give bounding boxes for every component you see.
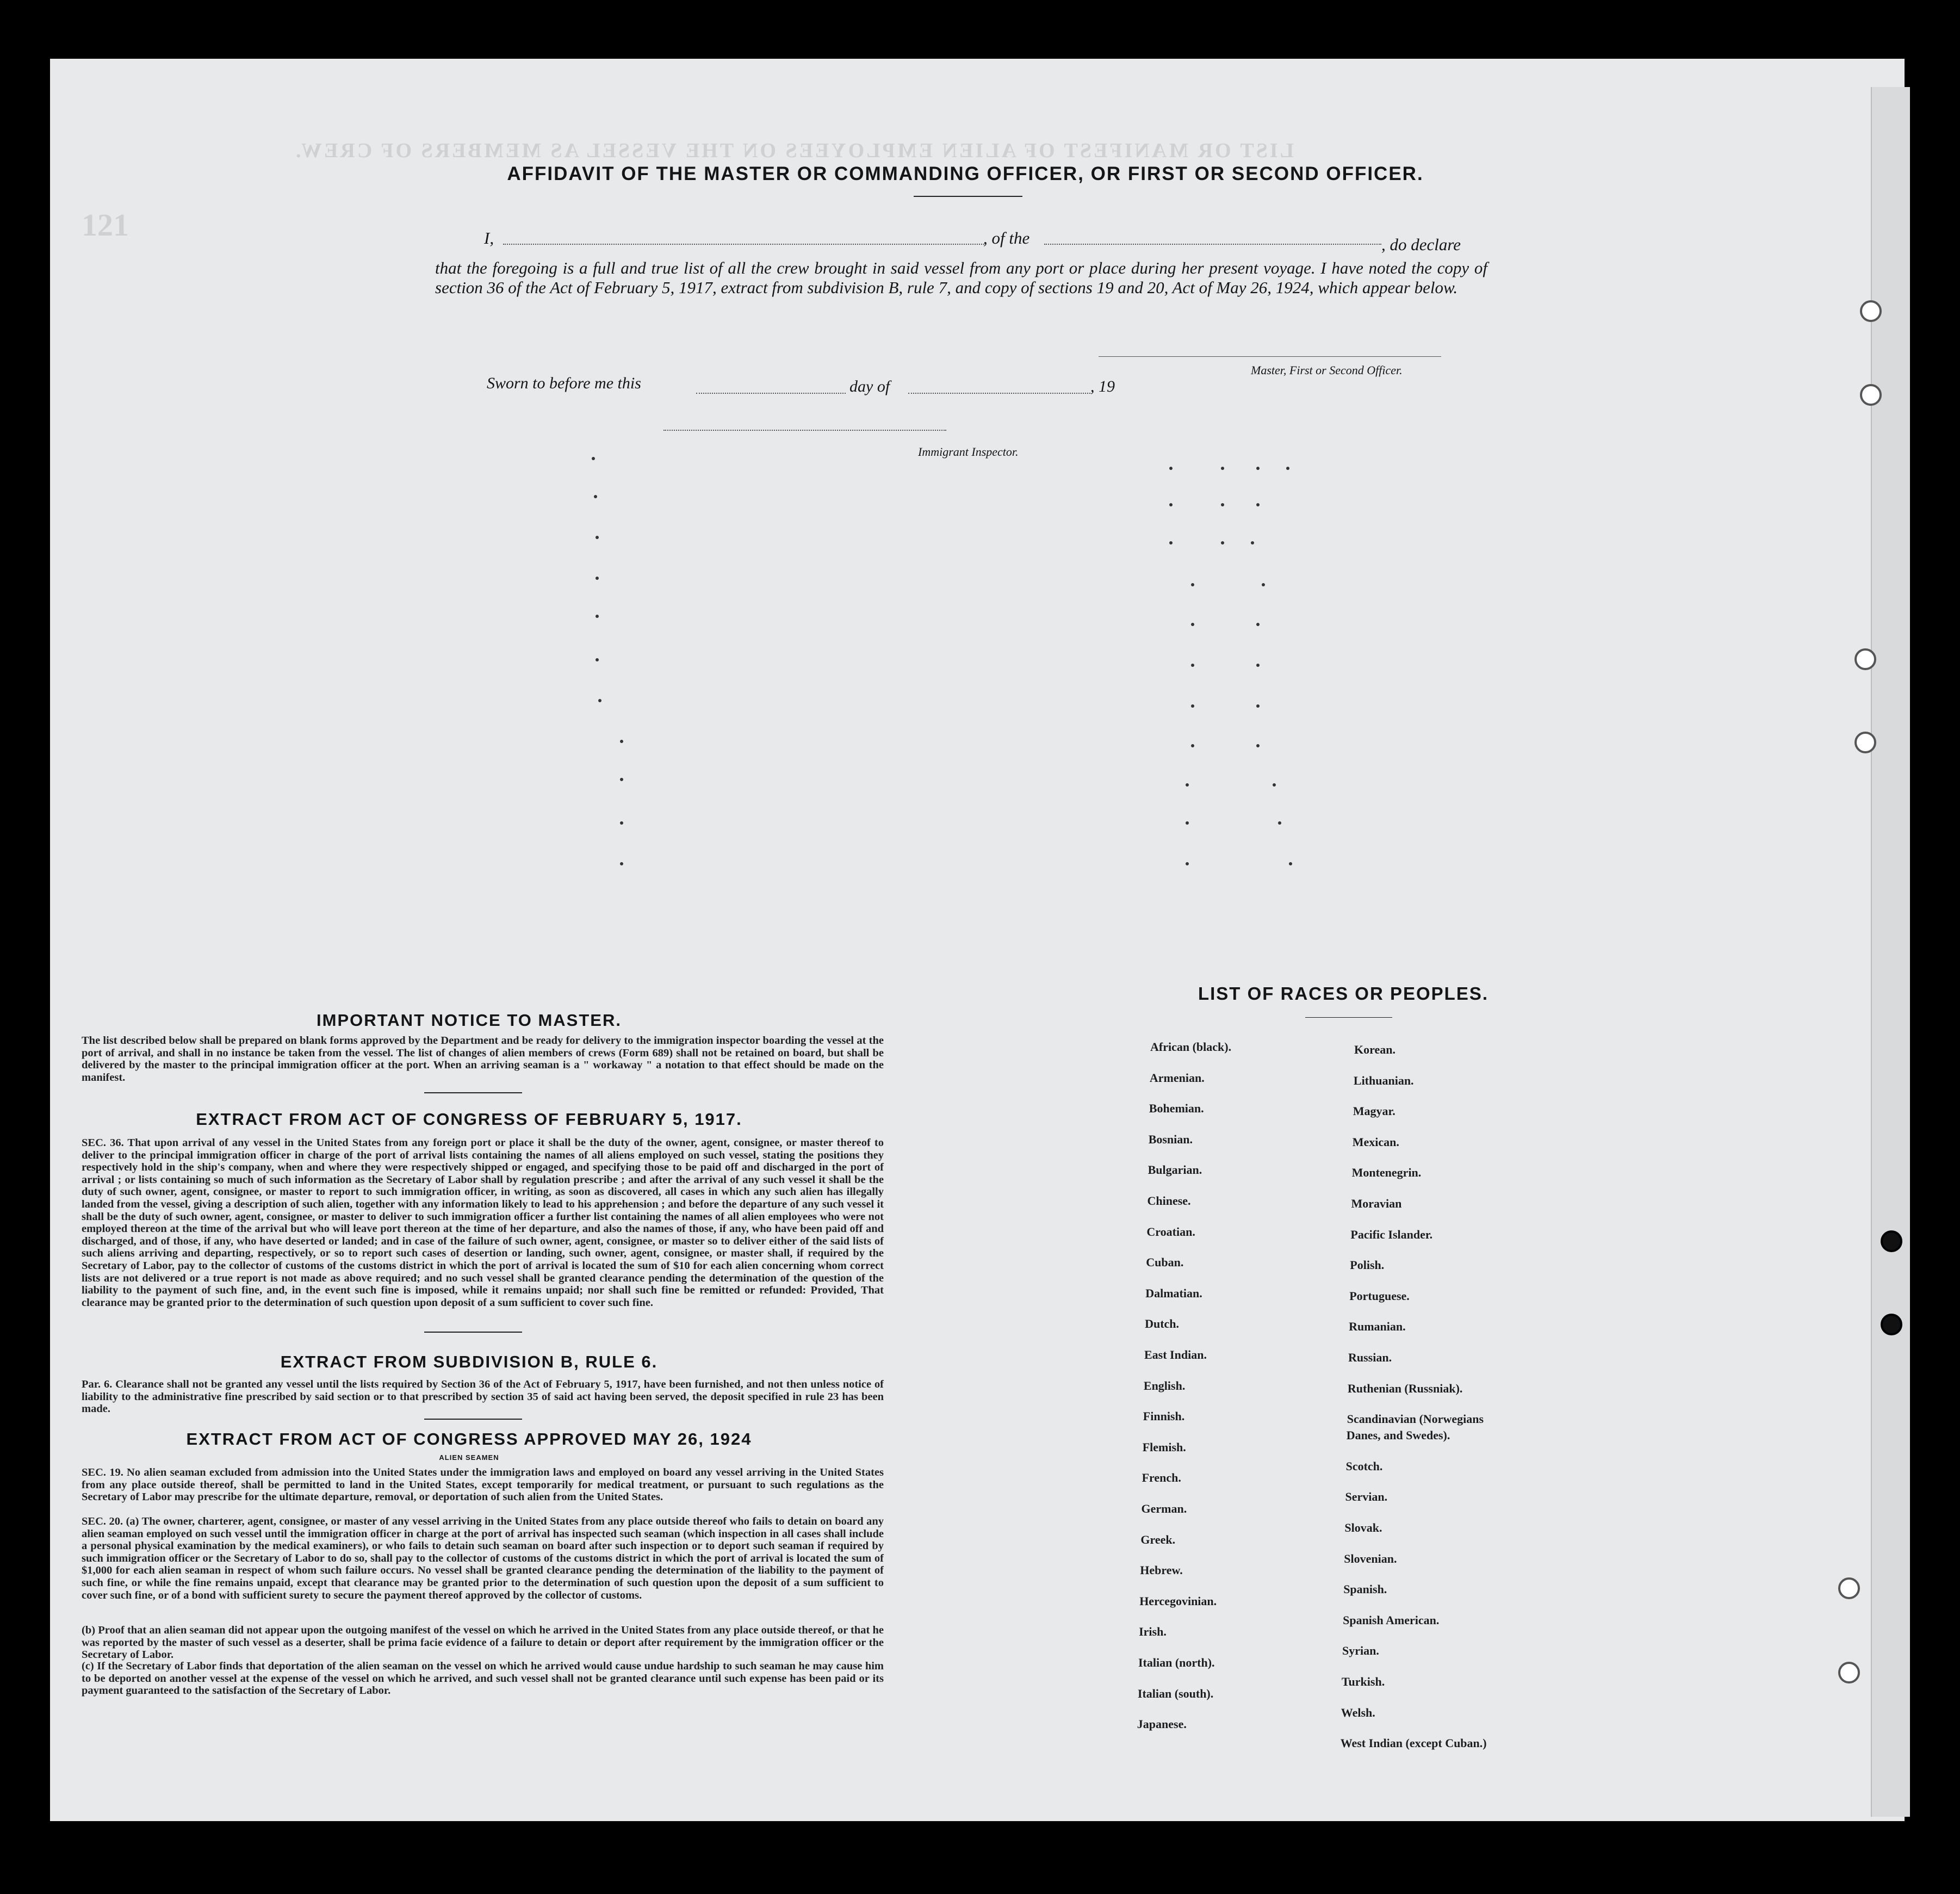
affidavit-of-the-label: , of the [983, 228, 1030, 247]
race-item: Dalmatian. [1145, 1286, 1202, 1300]
dot-mark [1169, 467, 1173, 470]
dot-mark [1286, 467, 1289, 470]
dot-mark [596, 615, 599, 618]
dot-mark [1256, 704, 1260, 708]
master-signature-line [1099, 356, 1441, 357]
race-item: Italian (south). [1137, 1686, 1214, 1700]
dot-mark [1186, 821, 1189, 825]
subdivision-b-body: Par. 6. Clearance shall not be granted any vessel until the lists required by Section 36 of the Act of February 5, 1917, have been furnished, and not then unless notice of liability to the administrative fine prescribed by said section or to that prescribed by section 35 of said act having been served, the deposit specified in rule 23 has been made. [82, 1378, 884, 1415]
race-item: Syrian. [1342, 1644, 1379, 1658]
dot-mark [1256, 664, 1260, 667]
day-blank [696, 393, 846, 394]
dot-mark [620, 778, 623, 781]
affidavit-i-label: I, [484, 228, 494, 247]
year-label: , 19 [1090, 377, 1115, 395]
race-item: Rumanian. [1349, 1320, 1406, 1334]
race-item: Ruthenian (Russniak). [1347, 1381, 1463, 1395]
race-item: Russian. [1348, 1351, 1392, 1364]
name-blank [503, 244, 984, 245]
dot-mark [1262, 583, 1265, 586]
punch-hole [1854, 648, 1876, 670]
dot-mark [592, 457, 595, 460]
race-item: Pacific Islander. [1350, 1227, 1433, 1241]
race-item: Scandinavian (Norwegians [1347, 1412, 1484, 1426]
affidavit-declare-label: , do declare [1381, 235, 1461, 254]
dot-mark [1191, 583, 1194, 586]
dot-mark [594, 495, 597, 498]
dot-mark [1256, 467, 1260, 470]
notice-title: IMPORTANT NOTICE TO MASTER. [317, 1011, 622, 1030]
race-item: Servian. [1345, 1490, 1388, 1504]
race-item: Slovak. [1344, 1521, 1382, 1534]
dot-mark [620, 862, 623, 865]
race-item: Welsh. [1341, 1705, 1375, 1719]
race-item: Italian (north). [1138, 1656, 1215, 1669]
dot-mark [596, 577, 599, 580]
race-item: Scotch. [1345, 1459, 1383, 1473]
vessel-blank [1044, 244, 1381, 245]
dot-mark [1256, 623, 1260, 626]
dot-mark [1186, 783, 1189, 787]
punch-hole [1854, 732, 1876, 753]
dot-mark [620, 821, 623, 825]
races-title: LIST OF RACES OR PEOPLES. [1198, 983, 1489, 1004]
race-item: Korean. [1354, 1043, 1395, 1056]
dot-mark [620, 740, 623, 743]
race-item: Greek. [1140, 1532, 1176, 1546]
inspector-label: Immigrant Inspector. [918, 445, 1019, 459]
race-item: Polish. [1350, 1258, 1385, 1272]
race-item: Montenegrin. [1351, 1166, 1422, 1180]
dot-mark [1191, 744, 1194, 747]
subdivision-b-title: EXTRACT FROM SUBDIVISION B, RULE 6. [280, 1352, 658, 1371]
dot-mark [1278, 821, 1281, 825]
race-item: English. [1143, 1378, 1186, 1392]
dot-mark [1256, 744, 1260, 747]
title-divider [914, 196, 1022, 197]
race-item: Bohemian. [1149, 1101, 1204, 1116]
punch-hole [1860, 300, 1882, 322]
race-item: Dutch. [1145, 1317, 1180, 1331]
race-item: African (black). [1150, 1040, 1232, 1054]
race-item: Danes, and Swedes). [1346, 1428, 1450, 1443]
race-item: Magyar. [1353, 1104, 1395, 1118]
dot-mark [1169, 541, 1173, 544]
punch-hole [1838, 1662, 1860, 1683]
extract-1917-body: SEC. 36. That upon arrival of any vessel in the United States from any foreign port or place it shall be the duty of the owner, agent, consignee, or master thereof to deliver to the principal immigration officer in charge of the port of arrival lists containing the names of all aliens employed on such vessel, stating the positions they respectively hold in the ship's company, when and where they were respectively shipped or engaged, and specifying those to be paid off and discharged in the port of arrival ; or lists containing so much of such information as the Secretary of Labor shall by regulation prescribe ; and after the arrival of any such vessel it shall be the duty of such owner, agent, consignee, or master to report to such immigration officer, in writing, as soon as discovered, all cases in which any such alien has illegally landed from the vessel, giving a description of such alien, together with any information likely to lead to his apprehension ; and before the departure of any such vessel it shall be the duty of such owner, agent, consignee, or master to deliver to such immigration officer a further list containing the names of all alien employees who were not employed thereon at the time of the arrival but who will leave port thereon at the time of her departure, and also the names of those, if any, who have been paid off and discharged, and of those, if any, who have deserted or landed; and in case of the failure of such owner, agent, consignee, or master so to deliver either of the said lists of such aliens arriving and departing, respectively, or so to report such cases of desertion or landing, such owner, agent, consignee, or master shall, if required by the Secretary of Labor, pay to the collector of customs of the customs district in which the port of arrival is located the sum of $10 for each alien concerning whom correct lists are not delivered or a true report is not made as above required; and no such vessel shall be granted clearance pending the determination of the question of the liability to the payment of such fine, and, in the event such fine is imposed, while it remains unpaid; nor shall such fine be remitted or refunded: Provided, That clearance may be granted prior to the determination of such question upon deposit of a sum sufficient to cover such fine. [82, 1137, 884, 1309]
inspector-signature-line [663, 430, 946, 431]
race-item: Hebrew. [1140, 1563, 1183, 1577]
dot-mark [1186, 862, 1189, 865]
dot-mark [1273, 783, 1276, 787]
extract-1924-sec20a: SEC. 20. (a) The owner, charterer, agent, consignee, or master of any vessel arriving in the United States from any place outside thereof who fails to detain on board any alien seaman employed on such vessel until the immigration officer in charge at the port of arrival has inspected such seaman (which inspection in all cases shall include a personal physical examination by the medical examiners), or who fails to detain such seaman on board after such inspection or to deport such seaman if required by such immigration officer or the Secretary of Labor to do so, shall pay to the collector of customs of the customs district in which the port of arrival is located the sum of $1,000 for each alien seaman in respect of whom such failure occurs. No vessel shall be granted clearance pending the determination of the liability to the payment of such fine, or while the fine remains unpaid, except that clearance may be granted prior to the determination of such question upon the deposit of a sum sufficient to cover such fine, or of a bond with sufficient surety to secure the payment thereof approved by the collector of customs. [82, 1515, 884, 1601]
page-edge [1871, 87, 1910, 1817]
notice-divider [424, 1092, 522, 1093]
race-item: Mexican. [1352, 1135, 1399, 1149]
sworn-label: Sworn to before me this [487, 374, 641, 392]
race-item: Bosnian. [1148, 1132, 1193, 1146]
race-item: Moravian [1351, 1197, 1402, 1210]
race-item: Croatian. [1146, 1224, 1195, 1239]
extract-1917-divider [424, 1332, 522, 1333]
affidavit-title: AFFIDAVIT OF THE MASTER OR COMMANDING OFFICER, OR FIRST OR SECOND OFFICER. [507, 163, 1424, 184]
race-item: Irish. [1139, 1625, 1167, 1639]
race-item: Hercegovinian. [1139, 1594, 1217, 1608]
race-item: Armenian. [1149, 1070, 1205, 1085]
race-item: West Indian (except Cuban.) [1340, 1736, 1487, 1750]
race-item: Japanese. [1137, 1717, 1187, 1731]
races-divider [1305, 1017, 1392, 1018]
race-item: Spanish American. [1343, 1613, 1440, 1627]
extract-1917-title: EXTRACT FROM ACT OF CONGRESS OF FEBRUARY 5, 1917. [196, 1110, 742, 1129]
dot-mark [1169, 503, 1173, 506]
punch-hole [1881, 1314, 1902, 1335]
month-blank [908, 393, 1090, 394]
dot-mark [1191, 623, 1194, 626]
punch-hole [1838, 1577, 1860, 1599]
dot-mark [1221, 503, 1224, 506]
dot-mark [1289, 862, 1292, 865]
dot-mark [1191, 704, 1194, 708]
race-item: French. [1142, 1471, 1181, 1485]
race-item: East Indian. [1144, 1348, 1207, 1361]
race-item: Slovenian. [1344, 1551, 1397, 1565]
extract-1924-sec19: SEC. 19. No alien seaman excluded from admission into the United States under the immigration laws and employed on board any vessel arriving in the United States from any place outside thereof, shall be permitted to land in the United States, except temporarily for medical treatment, or pursuant to such regulations as the Secretary of Labor may prescribe for the ultimate departure, removal, or deportation of such alien from the United States. [82, 1466, 884, 1503]
race-item: Flemish. [1142, 1440, 1186, 1454]
race-item: Portuguese. [1349, 1289, 1410, 1303]
dot-mark [1251, 541, 1254, 544]
ghost-page-number: 121 [82, 207, 129, 243]
notice-body: The list described below shall be prepared on blank forms approved by the Department and be ready for delivery to the immigration inspector boarding the vessel at the port of arrival, and shall in no instance be taken from the vessel. The list of changes of alien members of crews (Form 689) shall not be retained on board, but shall be delivered by the master to the principal immigration officer at the port. When an arriving seaman is a " workaway " a notation to that effect should be made on the manifest. [82, 1035, 884, 1084]
dot-mark [1191, 664, 1194, 667]
dot-mark [596, 658, 599, 661]
subdivision-b-divider [424, 1419, 522, 1420]
race-item: Cuban. [1146, 1255, 1184, 1270]
dot-mark [1256, 503, 1260, 506]
race-item: Bulgarian. [1148, 1163, 1202, 1177]
race-item: Lithuanian. [1353, 1073, 1414, 1087]
dot-mark [1221, 541, 1224, 544]
extract-1924-subtitle: ALIEN SEAMEN [439, 1453, 499, 1462]
punch-hole [1860, 384, 1882, 406]
ghost-heading: LIST OR MANIFEST OF ALIEN EMPLOYEES ON THE VESSEL AS MEMBERS OF CREW. [294, 139, 1294, 162]
race-item: German. [1141, 1502, 1187, 1515]
dot-mark [596, 536, 599, 539]
punch-hole [1881, 1230, 1902, 1252]
extract-1924-sec20b: (b) Proof that an alien seaman did not appear upon the outgoing manifest of the vessel on which he arrived in the United States from any place outside thereof, or that he was reported by the master of such vessel as a deserter, shall be prima facie evidence of a failure to detain or deport after requirement by the immigration officer or the Secretary of Labor. [82, 1624, 884, 1661]
race-item: Spanish. [1343, 1582, 1387, 1596]
day-of-label: day of [849, 377, 890, 395]
dot-mark [1221, 467, 1224, 470]
race-item: Turkish. [1341, 1675, 1385, 1688]
race-item: Chinese. [1147, 1194, 1191, 1208]
dot-mark [598, 699, 601, 702]
race-item: Finnish. [1143, 1409, 1185, 1423]
extract-1924-sec20c: (c) If the Secretary of Labor finds that deportation of the alien seaman on the vessel on which he arrived would cause undue hardship to such seaman he may cause him to be deported on another vessel at the expense of the vessel on which he arrived, and such vessel shall not be granted clearance until such expense has been paid or its payment guaranteed to the satisfaction of the Secretary of Labor. [82, 1660, 884, 1697]
master-label: Master, First or Second Officer. [1251, 363, 1403, 377]
extract-1924-title: EXTRACT FROM ACT OF CONGRESS APPROVED MAY 26, 1924 [186, 1429, 752, 1449]
affidavit-paragraph: that the foregoing is a full and true list of all the crew brought in said vessel from any port or place during her present voyage. I have noted the copy of section 36 of the Act of February 5, 1917, extract from subdivision B, rule 7, and copy of sections 19 and 20, Act of May 26, 1924, which appear below. [435, 258, 1487, 297]
